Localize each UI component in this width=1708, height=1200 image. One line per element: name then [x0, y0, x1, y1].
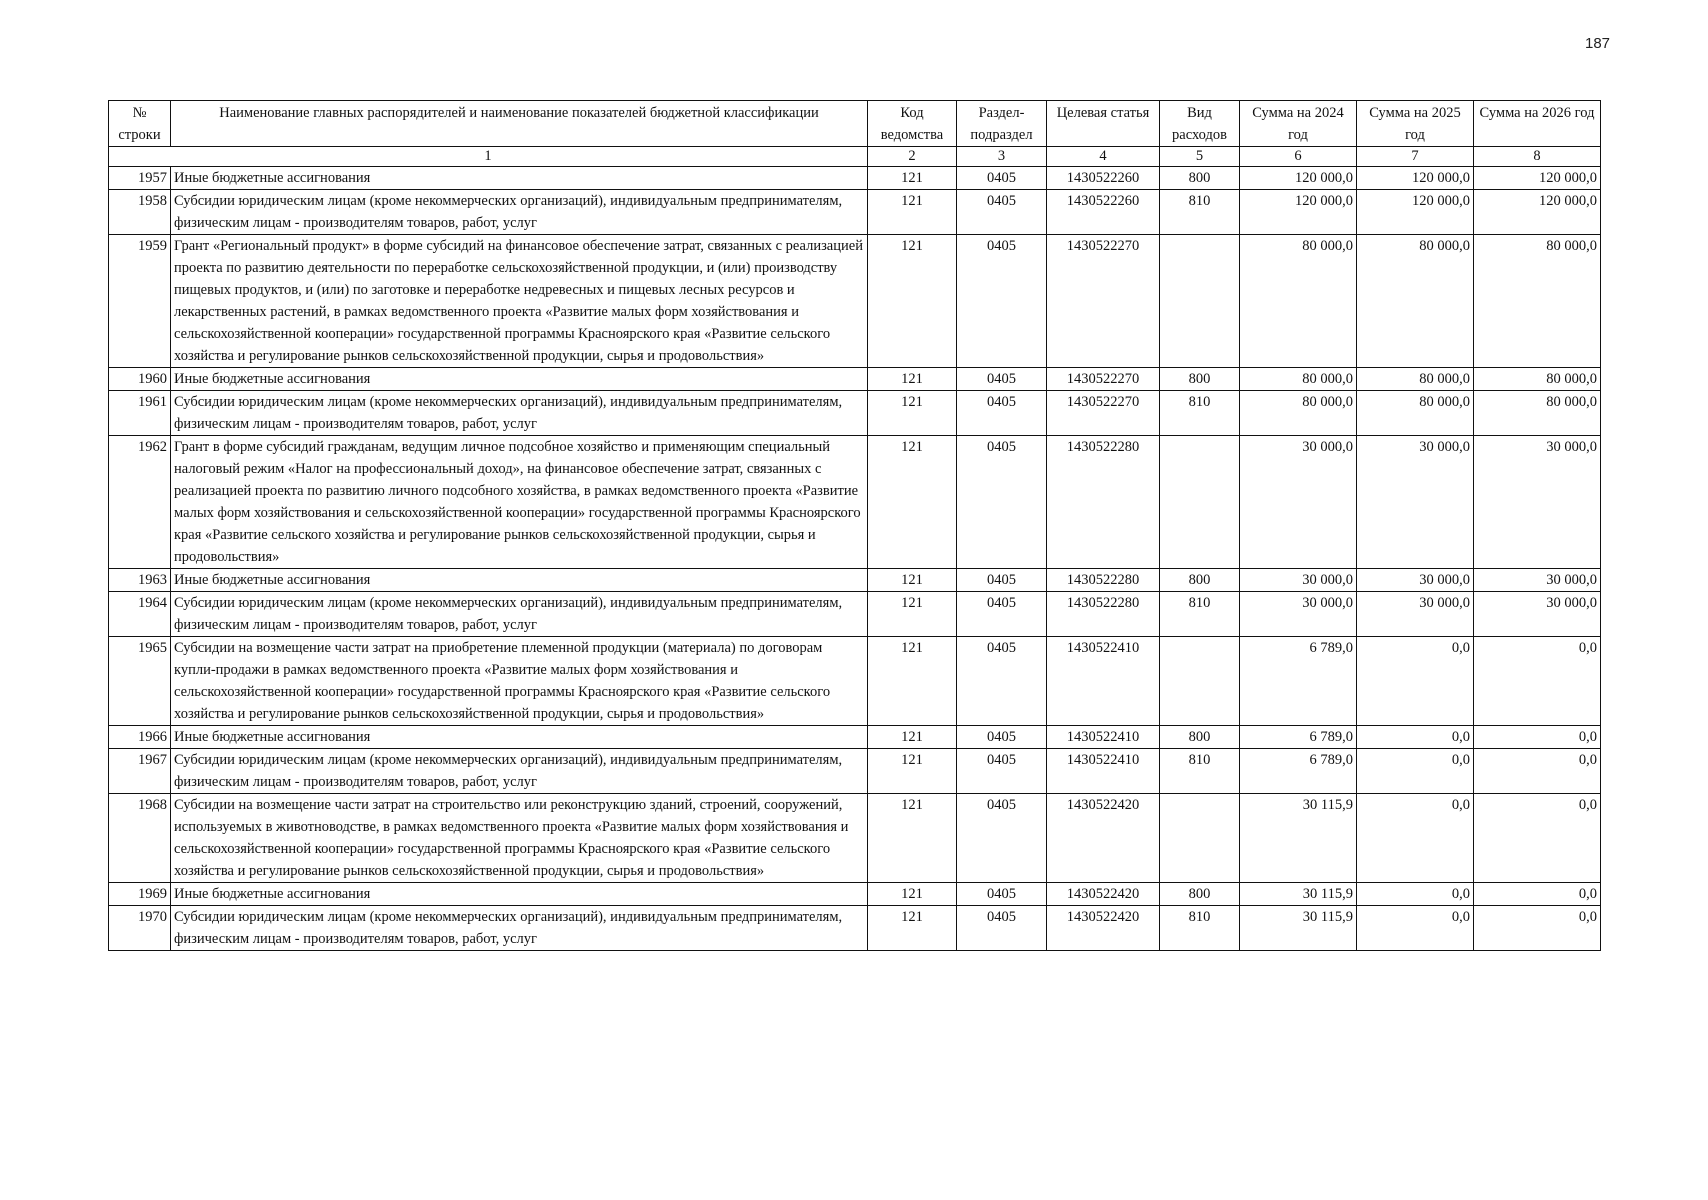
sum-2024: 30 000,0: [1240, 592, 1357, 637]
section-code: 0405: [957, 794, 1047, 883]
row-number: 1962: [109, 436, 171, 569]
sum-2026: 30 000,0: [1474, 569, 1601, 592]
sum-2026: 0,0: [1474, 637, 1601, 726]
row-number: 1970: [109, 906, 171, 951]
expense-type: 810: [1160, 749, 1240, 794]
row-number: 1959: [109, 235, 171, 368]
sum-2026: 0,0: [1474, 749, 1601, 794]
section-code: 0405: [957, 883, 1047, 906]
sum-2025: 30 000,0: [1357, 569, 1474, 592]
expense-type: [1160, 794, 1240, 883]
table-row: [109, 637, 1601, 726]
department-code: 121: [868, 749, 957, 794]
sum-2026: 120 000,0: [1474, 167, 1601, 190]
section-code: 0405: [957, 368, 1047, 391]
row-number: 1968: [109, 794, 171, 883]
section-code: 0405: [957, 167, 1047, 190]
column-number-row: [109, 147, 1601, 167]
sum-2025: 0,0: [1357, 749, 1474, 794]
sum-2025: 0,0: [1357, 794, 1474, 883]
sum-2025: 80 000,0: [1357, 235, 1474, 368]
sum-2024: 6 789,0: [1240, 749, 1357, 794]
row-name: Грант «Региональный продукт» в форме субсидий на финансовое обеспечение затрат, связанных с реализацией проекта по развитию деятельности по переработке сельскохозяйственной продукции, и (или) производству пищевых продуктов, и (или) по заготовке и переработке недревесных и пищевых лесных ресурсов и лекарственных растений, в рамках ведомственного проекта «Развитие малых форм хозяйствования и сельскохозяйственной кооперации» государственной программы Красноярского края «Развитие сельского хозяйства и регулирование рынков сельскохозяйственной продукции, сырья и продовольствия»: [171, 235, 868, 368]
table-body: [109, 167, 1601, 951]
sum-2024: 30 115,9: [1240, 794, 1357, 883]
sum-2024: 30 115,9: [1240, 883, 1357, 906]
sum-2025: 80 000,0: [1357, 391, 1474, 436]
row-name: Субсидии юридическим лицам (кроме некоммерческих организаций), индивидуальным предпринимателям, физическим лицам - производителям товаров, работ, услуг: [171, 906, 868, 951]
sum-2025: 0,0: [1357, 883, 1474, 906]
sum-2025: 80 000,0: [1357, 368, 1474, 391]
table-row: [109, 190, 1601, 235]
table-row: [109, 368, 1601, 391]
header-expense-type: Вид расходов: [1160, 101, 1240, 147]
row-name: Субсидии юридическим лицам (кроме некоммерческих организаций), индивидуальным предпринимателям, физическим лицам - производителям товаров, работ, услуг: [171, 749, 868, 794]
table-row: [109, 235, 1601, 368]
column-number: 6: [1240, 147, 1357, 167]
sum-2026: 0,0: [1474, 726, 1601, 749]
table-row: [109, 436, 1601, 569]
header-sum-2025: Сумма на 2025 год: [1357, 101, 1474, 147]
sum-2024: 80 000,0: [1240, 368, 1357, 391]
expense-type: 800: [1160, 726, 1240, 749]
column-number: 3: [957, 147, 1047, 167]
header-department-code: Код ведомства: [868, 101, 957, 147]
sum-2024: 30 000,0: [1240, 436, 1357, 569]
section-code: 0405: [957, 569, 1047, 592]
section-code: 0405: [957, 190, 1047, 235]
row-number: 1966: [109, 726, 171, 749]
expense-type: 800: [1160, 569, 1240, 592]
row-number: 1964: [109, 592, 171, 637]
expense-type: 800: [1160, 883, 1240, 906]
expense-type: 800: [1160, 368, 1240, 391]
header-name: Наименование главных распорядителей и наименование показателей бюджетной классификации: [171, 101, 868, 147]
header-row: [109, 101, 1601, 147]
sum-2024: 80 000,0: [1240, 235, 1357, 368]
sum-2025: 0,0: [1357, 726, 1474, 749]
column-number: 5: [1160, 147, 1240, 167]
budget-table: [108, 100, 1601, 951]
department-code: 121: [868, 637, 957, 726]
row-number: 1961: [109, 391, 171, 436]
sum-2025: 120 000,0: [1357, 167, 1474, 190]
row-number: 1957: [109, 167, 171, 190]
department-code: 121: [868, 569, 957, 592]
row-number: 1958: [109, 190, 171, 235]
column-number: 7: [1357, 147, 1474, 167]
table-row: [109, 569, 1601, 592]
target-article: 1430522270: [1047, 368, 1160, 391]
header-sum-2024: Сумма на 2024 год: [1240, 101, 1357, 147]
target-article: 1430522410: [1047, 726, 1160, 749]
table-row: [109, 883, 1601, 906]
row-number: 1967: [109, 749, 171, 794]
row-name: Иные бюджетные ассигнования: [171, 569, 868, 592]
section-code: 0405: [957, 592, 1047, 637]
sum-2024: 6 789,0: [1240, 726, 1357, 749]
expense-type: [1160, 235, 1240, 368]
table-row: [109, 726, 1601, 749]
section-code: 0405: [957, 235, 1047, 368]
department-code: 121: [868, 190, 957, 235]
row-name: Субсидии на возмещение части затрат на строительство или реконструкцию зданий, строений, сооружений, используемых в животноводстве, в рамках ведомственного проекта «Развитие малых форм хозяйствования и сельскохозяйственной кооперации» государственной программы Красноярского края «Развитие сельского хозяйства и регулирование рынков сельскохозяйственной продукции, сырья и продовольствия»: [171, 794, 868, 883]
header-row-number: № строки: [109, 101, 171, 147]
sum-2026: 0,0: [1474, 883, 1601, 906]
expense-type: [1160, 436, 1240, 569]
target-article: 1430522410: [1047, 637, 1160, 726]
row-number: 1963: [109, 569, 171, 592]
department-code: 121: [868, 235, 957, 368]
column-number: 8: [1474, 147, 1601, 167]
target-article: 1430522420: [1047, 906, 1160, 951]
target-article: 1430522280: [1047, 569, 1160, 592]
header-sum-2026: Сумма на 2026 год: [1474, 101, 1601, 147]
department-code: 121: [868, 436, 957, 569]
target-article: 1430522410: [1047, 749, 1160, 794]
sum-2025: 30 000,0: [1357, 592, 1474, 637]
row-name: Субсидии юридическим лицам (кроме некоммерческих организаций), индивидуальным предпринимателям, физическим лицам - производителям товаров, работ, услуг: [171, 592, 868, 637]
column-number: 2: [868, 147, 957, 167]
row-name: Иные бюджетные ассигнования: [171, 368, 868, 391]
department-code: 121: [868, 167, 957, 190]
expense-type: 810: [1160, 391, 1240, 436]
section-code: 0405: [957, 436, 1047, 569]
department-code: 121: [868, 391, 957, 436]
header-target-article: Целевая статья: [1047, 101, 1160, 147]
row-name: Субсидии юридическим лицам (кроме некоммерческих организаций), индивидуальным предпринимателям, физическим лицам - производителям товаров, работ, услуг: [171, 391, 868, 436]
sum-2025: 30 000,0: [1357, 436, 1474, 569]
row-number: 1969: [109, 883, 171, 906]
sum-2026: 120 000,0: [1474, 190, 1601, 235]
expense-type: 810: [1160, 906, 1240, 951]
section-code: 0405: [957, 637, 1047, 726]
table-row: [109, 906, 1601, 951]
row-name: Иные бюджетные ассигнования: [171, 167, 868, 190]
target-article: 1430522260: [1047, 190, 1160, 235]
target-article: 1430522280: [1047, 436, 1160, 569]
header-section: Раздел-подраздел: [957, 101, 1047, 147]
sum-2024: 120 000,0: [1240, 167, 1357, 190]
table-row: [109, 592, 1601, 637]
section-code: 0405: [957, 391, 1047, 436]
sum-2024: 6 789,0: [1240, 637, 1357, 726]
column-number: 1: [109, 147, 868, 167]
sum-2024: 30 000,0: [1240, 569, 1357, 592]
row-number: 1965: [109, 637, 171, 726]
target-article: 1430522420: [1047, 883, 1160, 906]
department-code: 121: [868, 883, 957, 906]
department-code: 121: [868, 906, 957, 951]
row-number: 1960: [109, 368, 171, 391]
sum-2025: 120 000,0: [1357, 190, 1474, 235]
target-article: 1430522260: [1047, 167, 1160, 190]
expense-type: 810: [1160, 190, 1240, 235]
sum-2026: 0,0: [1474, 794, 1601, 883]
row-name: Грант в форме субсидий гражданам, ведущим личное подсобное хозяйство и применяющим специальный налоговый режим «Налог на профессиональный доход», на финансовое обеспечение затрат, связанных с реализацией проекта по развитию личного подсобного хозяйства, в рамках ведомственного проекта «Развитие малых форм хозяйствования и сельскохозяйственной кооперации» государственной программы Красноярского края «Развитие сельского хозяйства и регулирование рынков сельскохозяйственной продукции, сырья и продовольствия»: [171, 436, 868, 569]
expense-type: 810: [1160, 592, 1240, 637]
sum-2026: 80 000,0: [1474, 235, 1601, 368]
sum-2026: 80 000,0: [1474, 391, 1601, 436]
table-row: [109, 749, 1601, 794]
row-name: Субсидии на возмещение части затрат на приобретение племенной продукции (материала) по договорам купли-продажи в рамках ведомственного проекта «Развитие малых форм хозяйствования и сельскохозяйственной кооперации» государственной программы Красноярского края «Развитие сельского хозяйства и регулирование рынков сельскохозяйственной продукции, сырья и продовольствия»: [171, 637, 868, 726]
target-article: 1430522420: [1047, 794, 1160, 883]
department-code: 121: [868, 726, 957, 749]
sum-2026: 0,0: [1474, 906, 1601, 951]
sum-2026: 30 000,0: [1474, 436, 1601, 569]
sum-2025: 0,0: [1357, 906, 1474, 951]
department-code: 121: [868, 794, 957, 883]
sum-2024: 80 000,0: [1240, 391, 1357, 436]
sum-2026: 30 000,0: [1474, 592, 1601, 637]
target-article: 1430522270: [1047, 235, 1160, 368]
table-row: [109, 167, 1601, 190]
column-number: 4: [1047, 147, 1160, 167]
row-name: Иные бюджетные ассигнования: [171, 883, 868, 906]
department-code: 121: [868, 592, 957, 637]
department-code: 121: [868, 368, 957, 391]
table-row: [109, 391, 1601, 436]
section-code: 0405: [957, 749, 1047, 794]
expense-type: [1160, 637, 1240, 726]
page-number: 187: [1585, 35, 1611, 52]
expense-type: 800: [1160, 167, 1240, 190]
section-code: 0405: [957, 906, 1047, 951]
target-article: 1430522280: [1047, 592, 1160, 637]
target-article: 1430522270: [1047, 391, 1160, 436]
sum-2024: 120 000,0: [1240, 190, 1357, 235]
table-row: [109, 794, 1601, 883]
row-name: Субсидии юридическим лицам (кроме некоммерческих организаций), индивидуальным предпринимателям, физическим лицам - производителям товаров, работ, услуг: [171, 190, 868, 235]
sum-2025: 0,0: [1357, 637, 1474, 726]
sum-2026: 80 000,0: [1474, 368, 1601, 391]
sum-2024: 30 115,9: [1240, 906, 1357, 951]
row-name: Иные бюджетные ассигнования: [171, 726, 868, 749]
section-code: 0405: [957, 726, 1047, 749]
